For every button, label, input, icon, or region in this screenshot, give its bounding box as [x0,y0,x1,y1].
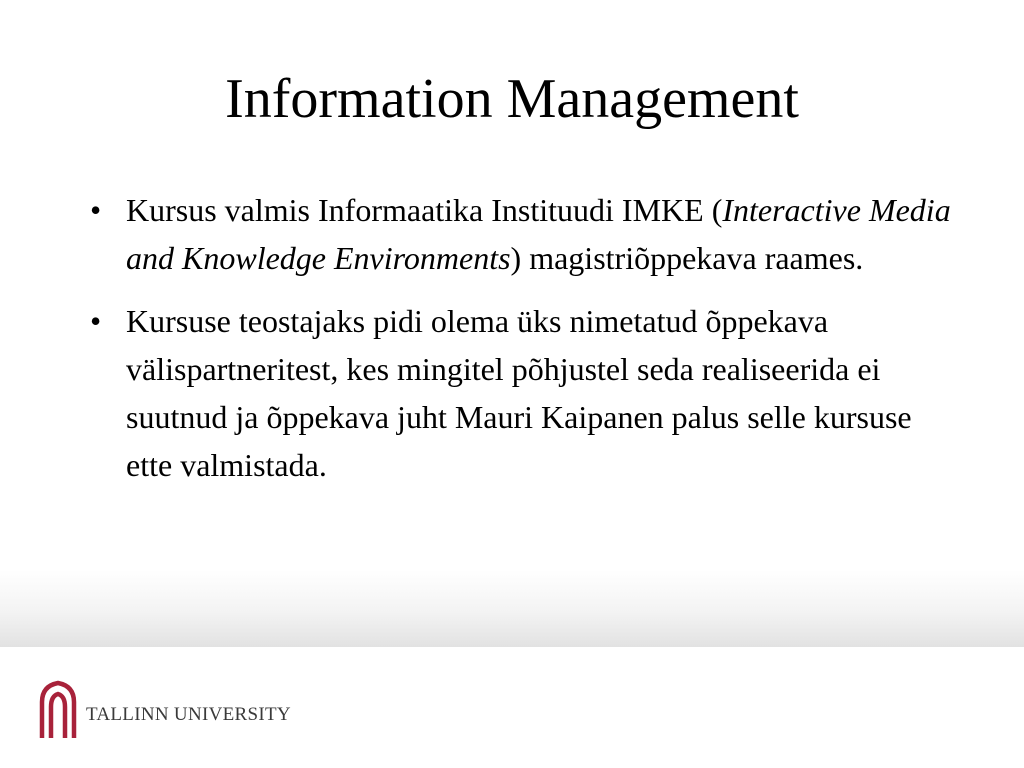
bullet-text-1-italic: Interactive Media and Knowledge Environments [126,192,951,276]
footer-fade-band [0,570,1024,647]
bullet-item-1 [82,186,962,282]
bullet-list [82,186,962,504]
bullet-text-2: Kursuse teostajaks pidi olema üks nimetatud õppekava välispartneritest, kes mingitel põhjustel seda realiseerida ei suutnud ja õppekava juht Mauri Kaipanen palus selle kursuse ette valmistada. [126,303,912,483]
bullet-text-1-start: Kursus valmis Informaatika Instituudi IMKE ( [126,192,723,228]
bullet-item-2 [82,297,962,489]
university-name: TALLINN UNIVERSITY [86,704,291,725]
bullet-marker: • [90,303,102,339]
university-arch-logo-icon [38,680,78,740]
bullet-marker: • [90,192,102,228]
bullet-text-1-end: ) magistriõppekava raames. [510,240,864,276]
bullet-text-1 [126,192,951,276]
slide-title: Information Management [225,68,799,130]
